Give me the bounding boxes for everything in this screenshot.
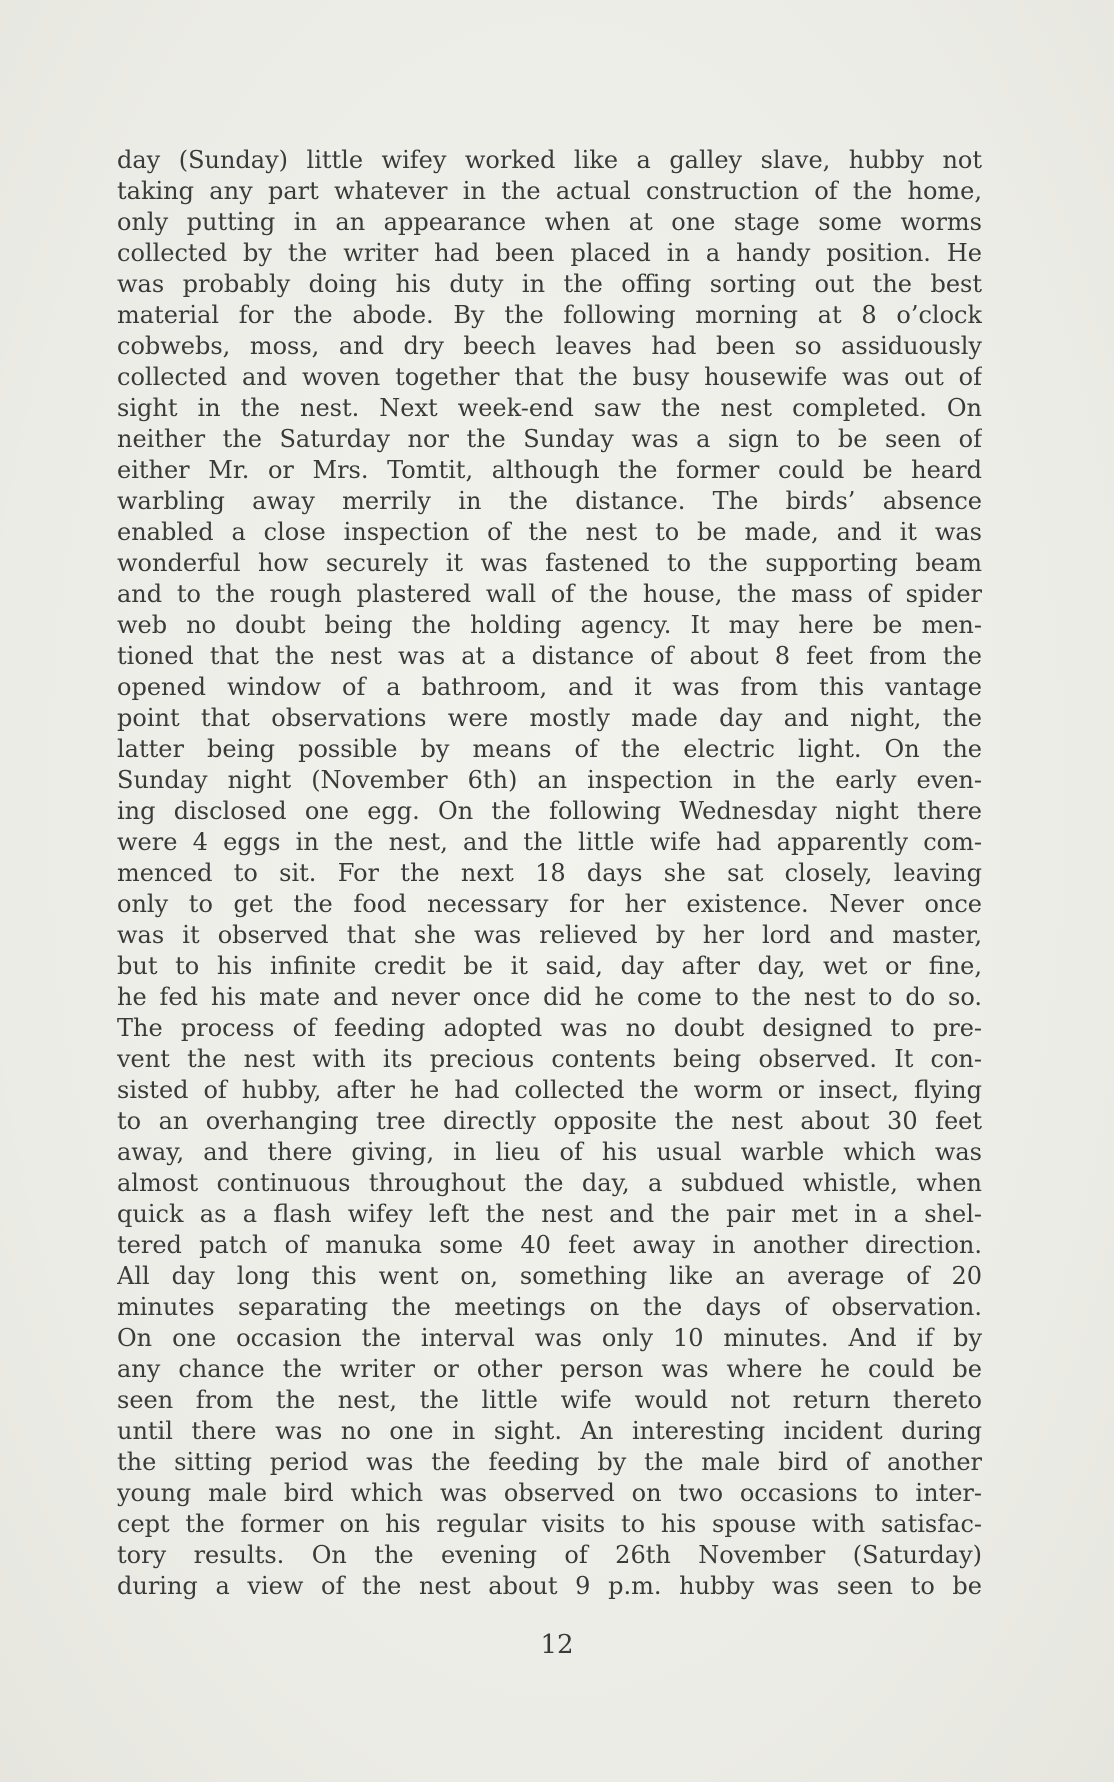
text-line: away, and there giving, in lieu of his usual warble which was [117, 1138, 982, 1166]
text-line: ing disclosed one egg. On the following Wednesday night there [117, 797, 982, 825]
text-line: warbling away merrily in the distance. The birds’ absence [117, 487, 982, 515]
text-line: sight in the nest. Next week-end saw the nest completed. On [117, 394, 982, 422]
text-line: menced to sit. For the next 18 days she sat closely, leaving [117, 859, 982, 887]
text-line: neither the Saturday nor the Sunday was a sign to be seen of [117, 425, 982, 453]
text-line: latter being possible by means of the electric light. On the [117, 735, 982, 763]
text-line: sisted of hubby, after he had collected the worm or insect, flying [117, 1076, 982, 1104]
text-line: during a view of the nest about 9 p.m. hubby was seen to be [117, 1572, 982, 1600]
text-line: was it observed that she was relieved by her lord and master, [117, 921, 982, 949]
text-line: cobwebs, moss, and dry beech leaves had been so assiduously [117, 332, 982, 360]
text-line: web no doubt being the holding agency. It may here be men- [117, 611, 982, 639]
page-number: 12 [540, 1630, 574, 1660]
text-line: minutes separating the meetings on the days of observation. [117, 1293, 982, 1321]
text-line: but to his infinite credit be it said, day after day, wet or fine, [117, 952, 982, 980]
text-line: day (Sunday) little wifey worked like a galley slave, hubby not [117, 146, 982, 174]
text-line: the sitting period was the feeding by the male bird of another [117, 1448, 982, 1476]
text-line: cept the former on his regular visits to his spouse with satisfac- [117, 1510, 982, 1538]
text-line: either Mr. or Mrs. Tomtit, although the former could be heard [117, 456, 982, 484]
text-line: to an overhanging tree directly opposite the nest about 30 feet [117, 1107, 982, 1135]
text-line: taking any part whatever in the actual construction of the home, [117, 177, 982, 205]
text-line: tioned that the nest was at a distance of about 8 feet from the [117, 642, 982, 670]
text-line: All day long this went on, something like an average of 20 [117, 1262, 982, 1290]
body-text [117, 145, 982, 1602]
text-line: tory results. On the evening of 26th November (Saturday) [117, 1541, 982, 1569]
text-line: tered patch of manuka some 40 feet away in another direction. [117, 1231, 982, 1259]
text-line: Sunday night (November 6th) an inspection in the early even- [117, 766, 982, 794]
text-line: young male bird which was observed on two occasions to inter- [117, 1479, 982, 1507]
text-line: were 4 eggs in the nest, and the little wife had apparently com- [117, 828, 982, 856]
text-line: any chance the writer or other person was where he could be [117, 1355, 982, 1383]
text-line: seen from the nest, the little wife would not return thereto [117, 1386, 982, 1414]
text-line: only putting in an appearance when at one stage some worms [117, 208, 982, 236]
text-line: point that observations were mostly made day and night, the [117, 704, 982, 732]
text-line: collected by the writer had been placed in a handy position. He [117, 239, 982, 267]
text-line: enabled a close inspection of the nest to be made, and it was [117, 518, 982, 546]
text-line: wonderful how securely it was fastened to the supporting beam [117, 549, 982, 577]
text-line: quick as a flash wifey left the nest and the pair met in a shel- [117, 1200, 982, 1228]
text-line: The process of feeding adopted was no doubt designed to pre- [117, 1014, 982, 1042]
text-line: until there was no one in sight. An interesting incident during [117, 1417, 982, 1445]
text-line: was probably doing his duty in the offing sorting out the best [117, 270, 982, 298]
text-line: vent the nest with its precious contents being observed. It con- [117, 1045, 982, 1073]
text-line: only to get the food necessary for her existence. Never once [117, 890, 982, 918]
text-line: On one occasion the interval was only 10 minutes. And if by [117, 1324, 982, 1352]
text-line: and to the rough plastered wall of the house, the mass of spider [117, 580, 982, 608]
text-line: he fed his mate and never once did he come to the nest to do so. [117, 983, 982, 1011]
text-line: almost continuous throughout the day, a subdued whistle, when [117, 1169, 982, 1197]
text-line: opened window of a bathroom, and it was from this vantage [117, 673, 982, 701]
text-line: material for the abode. By the following morning at 8 o’clock [117, 301, 982, 329]
text-line: collected and woven together that the busy housewife was out of [117, 363, 982, 391]
